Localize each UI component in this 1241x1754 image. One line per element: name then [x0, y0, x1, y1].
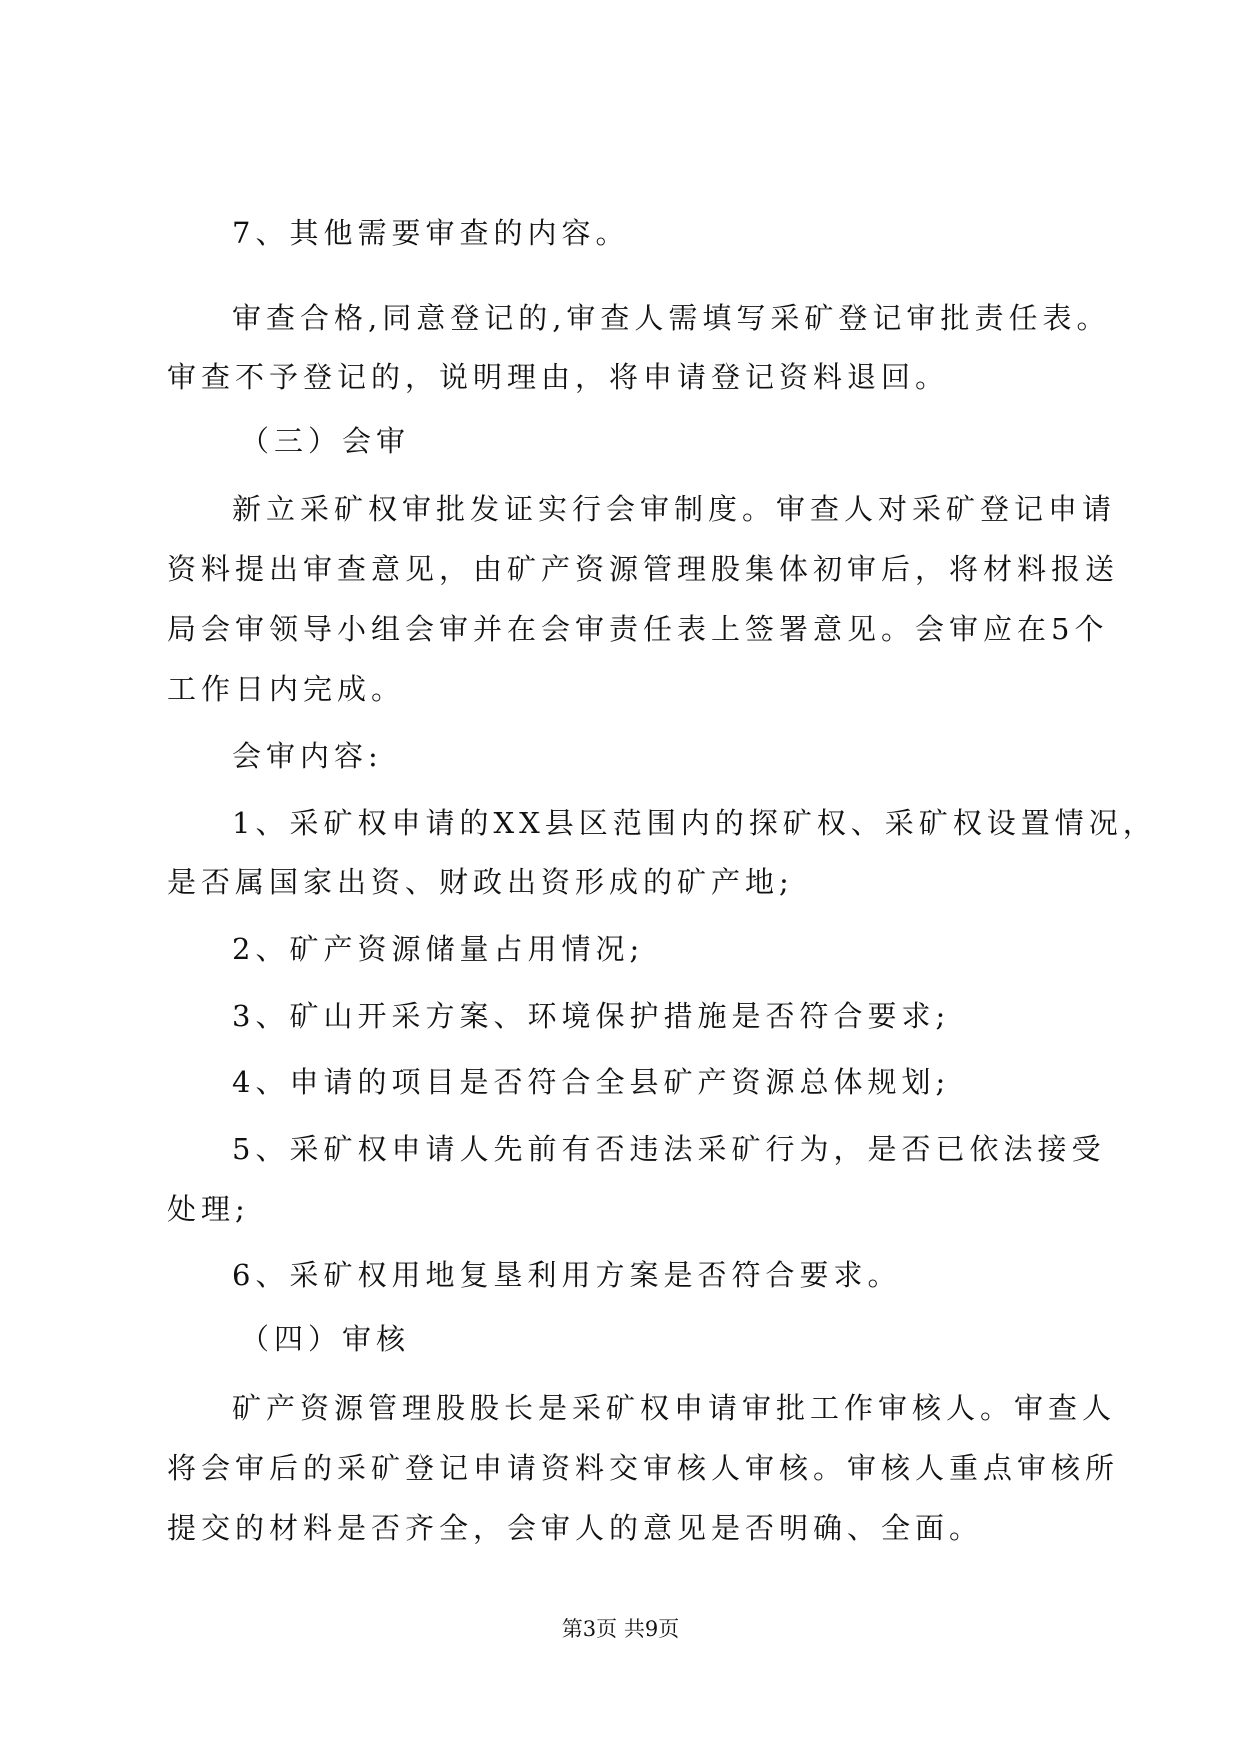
text-line: 新立采矿权审批发证实行会审制度。审查人对采矿登记申请	[232, 492, 1117, 526]
text-line: 局会审领导小组会审并在会审责任表上签署意见。会审应在5个	[167, 612, 1109, 646]
text-line: 审查合格,同意登记的,审查人需填写采矿登记审批责任表。	[232, 301, 1111, 335]
text-line: 处理;	[167, 1192, 250, 1226]
text-line: 3、矿山开采方案、环境保护措施是否符合要求;	[232, 999, 951, 1033]
section-heading: （三）会审	[240, 424, 411, 458]
text-line: 6、采矿权用地复垦利用方案是否符合要求。	[232, 1258, 902, 1292]
text-line: 工作日内完成。	[167, 672, 406, 706]
text-line: 4、申请的项目是否符合全县矿产资源总体规划;	[232, 1065, 951, 1099]
text-line: 会审内容:	[232, 739, 383, 773]
page-number-footer: 第3页 共9页	[561, 1617, 680, 1641]
text-line: 1、采矿权申请的XX县区范围内的探矿权、采矿权设置情况，	[232, 806, 1157, 840]
section-heading: （四）审核	[240, 1322, 411, 1356]
text-line: 资料提出审查意见，由矿产资源管理股集体初审后，将材料报送	[167, 552, 1120, 586]
text-line: 2、矿产资源储量占用情况;	[232, 932, 645, 966]
text-line: 审查不予登记的，说明理由，将申请登记资料退回。	[167, 360, 950, 394]
text-line: 提交的材料是否齐全，会审人的意见是否明确、全面。	[167, 1511, 984, 1545]
text-line: 7、其他需要审查的内容。	[232, 216, 630, 250]
text-line: 矿产资源管理股股长是采矿权申请审批工作审核人。审查人	[232, 1391, 1117, 1425]
text-line: 是否属国家出资、财政出资形成的矿产地;	[167, 865, 794, 899]
text-line: 将会审后的采矿登记申请资料交审核人审核。审核人重点审核所	[167, 1451, 1120, 1485]
text-line: 5、采矿权申请人先前有否违法采矿行为，是否已依法接受	[232, 1132, 1106, 1166]
